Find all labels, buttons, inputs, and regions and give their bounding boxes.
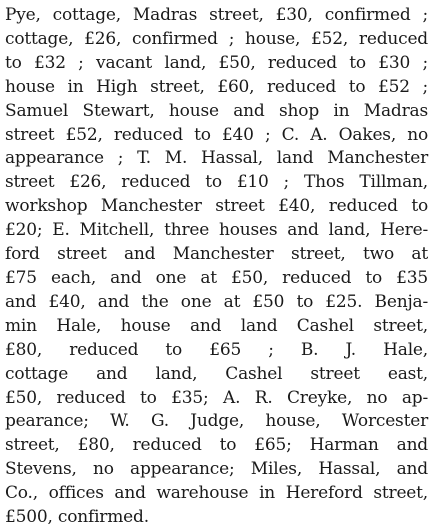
text-line-15: £80, reduced to £65 ; B. J. Hale,	[5, 339, 428, 360]
text-line-13: and £40, and the one at £50 to £25. Benja-	[5, 291, 428, 312]
text-line-1: Pye, cottage, Madras street, £30, confirmed ;	[5, 5, 428, 25]
text-line-18: pearance; W. G. Judge, house, Worcester	[5, 411, 428, 432]
text-line-19: street, £80, reduced to £65; Harman and	[5, 435, 428, 456]
text-line-17: £50, reduced to £35; A. R. Creyke, no ap-	[5, 387, 428, 408]
text-line-20: Stevens, no appearance; Miles, Hassal, and	[5, 459, 428, 480]
text-line-16: cottage and land, Cashel street east,	[5, 363, 428, 384]
text-line-22: £500, confirmed.	[5, 507, 149, 528]
text-line-3: to £32 ; vacant land, £50, reduced to £30 ;	[5, 52, 428, 73]
text-line-5: Samuel Stewart, house and shop in Madras	[5, 100, 428, 121]
text-line-8: street £26, reduced to £10 ; Thos Tillman,	[5, 172, 428, 193]
text-line-10: £20; E. Mitchell, three houses and land, Here-	[5, 220, 428, 241]
text-line-4: house in High street, £60, reduced to £52 ;	[5, 76, 428, 97]
text-line-6: street £52, reduced to £40 ; C. A. Oakes, no	[5, 124, 428, 145]
text-line-9: workshop Manchester street £40, reduced to	[5, 196, 428, 217]
text-line-21: Co., offices and warehouse in Hereford street,	[5, 483, 428, 504]
text-line-12: £75 each, and one at £50, reduced to £35	[5, 267, 428, 288]
text-line-14: min Hale, house and land Cashel street,	[5, 315, 428, 336]
text-line-7: appearance ; T. M. Hassal, land Manchester	[5, 148, 428, 169]
text-line-11: ford street and Manchester street, two at	[5, 244, 428, 265]
text-line-2: cottage, £26, confirmed ; house, £52, reduced	[5, 28, 428, 49]
